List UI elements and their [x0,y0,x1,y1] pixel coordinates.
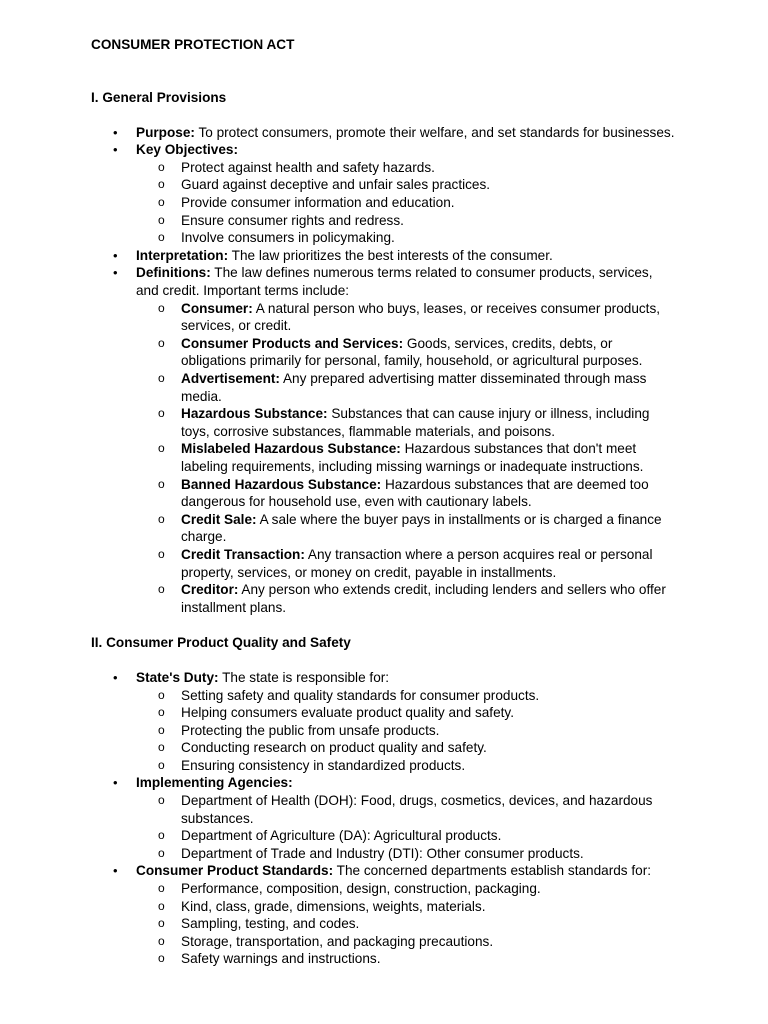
sub-list-item [136,704,678,722]
sub-item-text: Protect against health and safety hazards. [181,159,435,175]
circle-bullet-icon: o [158,406,165,421]
sub-item-term: Credit Sale: [181,511,257,527]
sub-item-text: Any person who extends credit, including lenders and sellers who offer installment plans. [181,582,666,615]
circle-bullet-icon: o [158,951,165,966]
sub-item-text: Sampling, testing, and codes. [181,916,360,932]
sub-item-term: Hazardous Substance: [181,406,328,422]
sub-item-text: Substances that can cause injury or illness, including toys, corrosive substances, flammable materials, and poisons. [181,406,650,439]
list-item [91,669,678,775]
sub-item-text: Setting safety and quality standards for consumer products. [181,687,540,703]
list-item [91,141,678,247]
sub-item-text: Conducting research on product quality and safety. [181,740,487,756]
item-term: Key Objectives: [136,142,238,158]
sub-item-text: Helping consumers evaluate product quality and safety. [181,705,514,721]
circle-bullet-icon: o [158,722,165,737]
section-heading: I. General Provisions [91,89,227,105]
sub-item-text: Hazardous substances that don't meet labeling requirements, including missing warnings or inadequate instructions. [181,441,644,474]
document-body [91,89,678,968]
list-item [91,862,678,968]
sub-item-text: Storage, transportation, and packaging precautions. [181,933,494,949]
document-title: CONSUMER PROTECTION ACT [91,37,295,52]
list-item [91,774,678,862]
sub-list-item [136,687,678,705]
circle-bullet-icon: o [158,212,165,227]
sub-list-item [136,898,678,916]
bullet-icon: • [113,775,118,791]
sub-item-text: Hazardous substances that are deemed too dangerous for household use, even with cautionary labels. [181,476,649,510]
item-text: To protect consumers, promote their welfare, and set standards for businesses. [194,124,675,140]
sub-list-item [136,722,678,740]
item-term: Consumer Product Standards: [136,863,334,879]
sub-item-term: Banned Hazardous Substance: [181,476,382,492]
item-term: Definitions: [136,265,211,281]
sub-bullet-list [136,687,678,775]
bullet-icon: • [113,142,118,158]
sub-item-text: Involve consumers in policymaking. [181,230,395,246]
item-term: State's Duty: [136,669,219,685]
sub-bullet-list [136,159,678,247]
sub-bullet-list [136,880,678,968]
sub-item-text: Kind, class, grade, dimensions, weights, materials. [181,898,486,914]
sub-list-item [136,933,678,951]
sub-list-item [136,915,678,933]
sub-bullet-list [136,792,678,862]
list-item [91,124,678,142]
sub-item-text: Any prepared advertising matter disseminated through mass media. [181,371,647,404]
sub-list-item [136,229,678,247]
sub-item-text: Goods, services, credits, debts, or obligations primarily for personal, family, household, or agricultural purposes. [181,335,643,369]
sub-list-item [136,176,678,194]
circle-bullet-icon: o [158,177,165,192]
sub-item-term: Credit Transaction: [181,546,305,562]
circle-bullet-icon: o [158,230,165,245]
circle-bullet-icon: o [158,159,165,174]
bullet-icon: • [113,669,118,685]
circle-bullet-icon: o [158,740,165,755]
item-term: Interpretation: [136,247,229,263]
circle-bullet-icon: o [158,546,165,561]
sub-item-text: Performance, composition, design, construction, packaging. [181,881,541,897]
circle-bullet-icon: o [158,705,165,720]
sub-list-item [136,581,678,616]
bullet-list [91,124,678,617]
circle-bullet-icon: o [158,476,165,491]
sub-item-text: Any transaction where a person acquires real or personal property, services, or money on credit, payable in installments. [181,546,653,580]
sub-item-text: Department of Agriculture (DA): Agricultural products. [181,828,502,844]
sub-item-text: A sale where the buyer pays in installments or is charged a finance charge. [181,511,662,545]
sub-list-item [136,476,678,511]
sub-list-item [136,792,678,827]
item-text: The state is responsible for: [218,669,390,685]
sub-list-item [136,370,678,405]
sub-list-item [136,335,678,370]
sub-list-item [136,511,678,546]
circle-bullet-icon: o [158,335,165,350]
sub-item-text: Department of Trade and Industry (DTI): Other consumer products. [181,845,584,861]
sub-list-item [136,405,678,440]
sub-list-item [136,194,678,212]
sub-list-item [136,827,678,845]
sub-item-term: Mislabeled Hazardous Substance: [181,441,401,457]
sub-item-text: Protecting the public from unsafe products. [181,722,440,738]
list-item [91,247,678,265]
sub-item-term: Consumer Products and Services: [181,335,404,351]
circle-bullet-icon: o [158,898,165,913]
sub-list-item [136,300,678,335]
sub-list-item [136,757,678,775]
circle-bullet-icon: o [158,582,165,597]
item-text: The law defines numerous terms related to consumer products, services, and credit. Important terms include: [136,265,653,299]
circle-bullet-icon: o [158,371,165,385]
circle-bullet-icon: o [158,793,165,808]
sub-item-text: A natural person who buys, leases, or receives consumer products, services, or credit. [181,300,661,334]
sub-list-item [136,440,678,475]
sub-item-text: Safety warnings and instructions. [181,951,381,967]
sub-bullet-list [136,300,678,617]
sub-item-text: Ensuring consistency in standardized products. [181,757,466,773]
circle-bullet-icon: o [158,687,165,702]
sub-list-item [136,880,678,898]
sub-list-item [136,845,678,863]
section-spacer [91,616,678,634]
circle-bullet-icon: o [158,195,165,210]
bullet-icon: • [113,247,118,263]
circle-bullet-icon: o [158,300,165,315]
bullet-icon: • [113,124,118,140]
circle-bullet-icon: o [158,511,165,526]
circle-bullet-icon: o [158,881,165,896]
list-item [91,264,678,616]
section-spacer [91,106,678,124]
bullet-list [91,669,678,968]
circle-bullet-icon: o [158,933,165,948]
sub-item-text: Provide consumer information and education. [181,195,455,211]
item-term: Purpose: [136,124,195,140]
circle-bullet-icon: o [158,916,165,931]
circle-bullet-icon: o [158,845,165,860]
sub-item-term: Creditor: [181,582,239,598]
circle-bullet-icon: o [158,828,165,843]
circle-bullet-icon: o [158,757,165,772]
sub-list-item [136,159,678,177]
bullet-icon: • [113,265,118,281]
sub-list-item [136,739,678,757]
item-text: The concerned departments establish standards for: [333,863,652,879]
bullet-icon: • [113,863,118,879]
sub-item-text: Ensure consumer rights and redress. [181,212,404,228]
item-text: The law prioritizes the best interests of the consumer. [228,247,553,263]
item-term: Implementing Agencies: [136,775,293,791]
sub-item-term: Advertisement: [181,371,280,386]
sub-list-item [136,212,678,230]
sub-item-text: Guard against deceptive and unfair sales practices. [181,177,491,193]
section-spacer [91,651,678,669]
sub-list-item [136,546,678,581]
title-spacer [91,54,678,89]
circle-bullet-icon: o [158,441,165,456]
sub-list-item [136,950,678,968]
sub-item-text: Department of Health (DOH): Food, drugs, cosmetics, devices, and hazardous substances. [181,793,653,826]
section-heading: II. Consumer Product Quality and Safety [91,634,351,650]
sub-item-term: Consumer: [181,300,253,316]
